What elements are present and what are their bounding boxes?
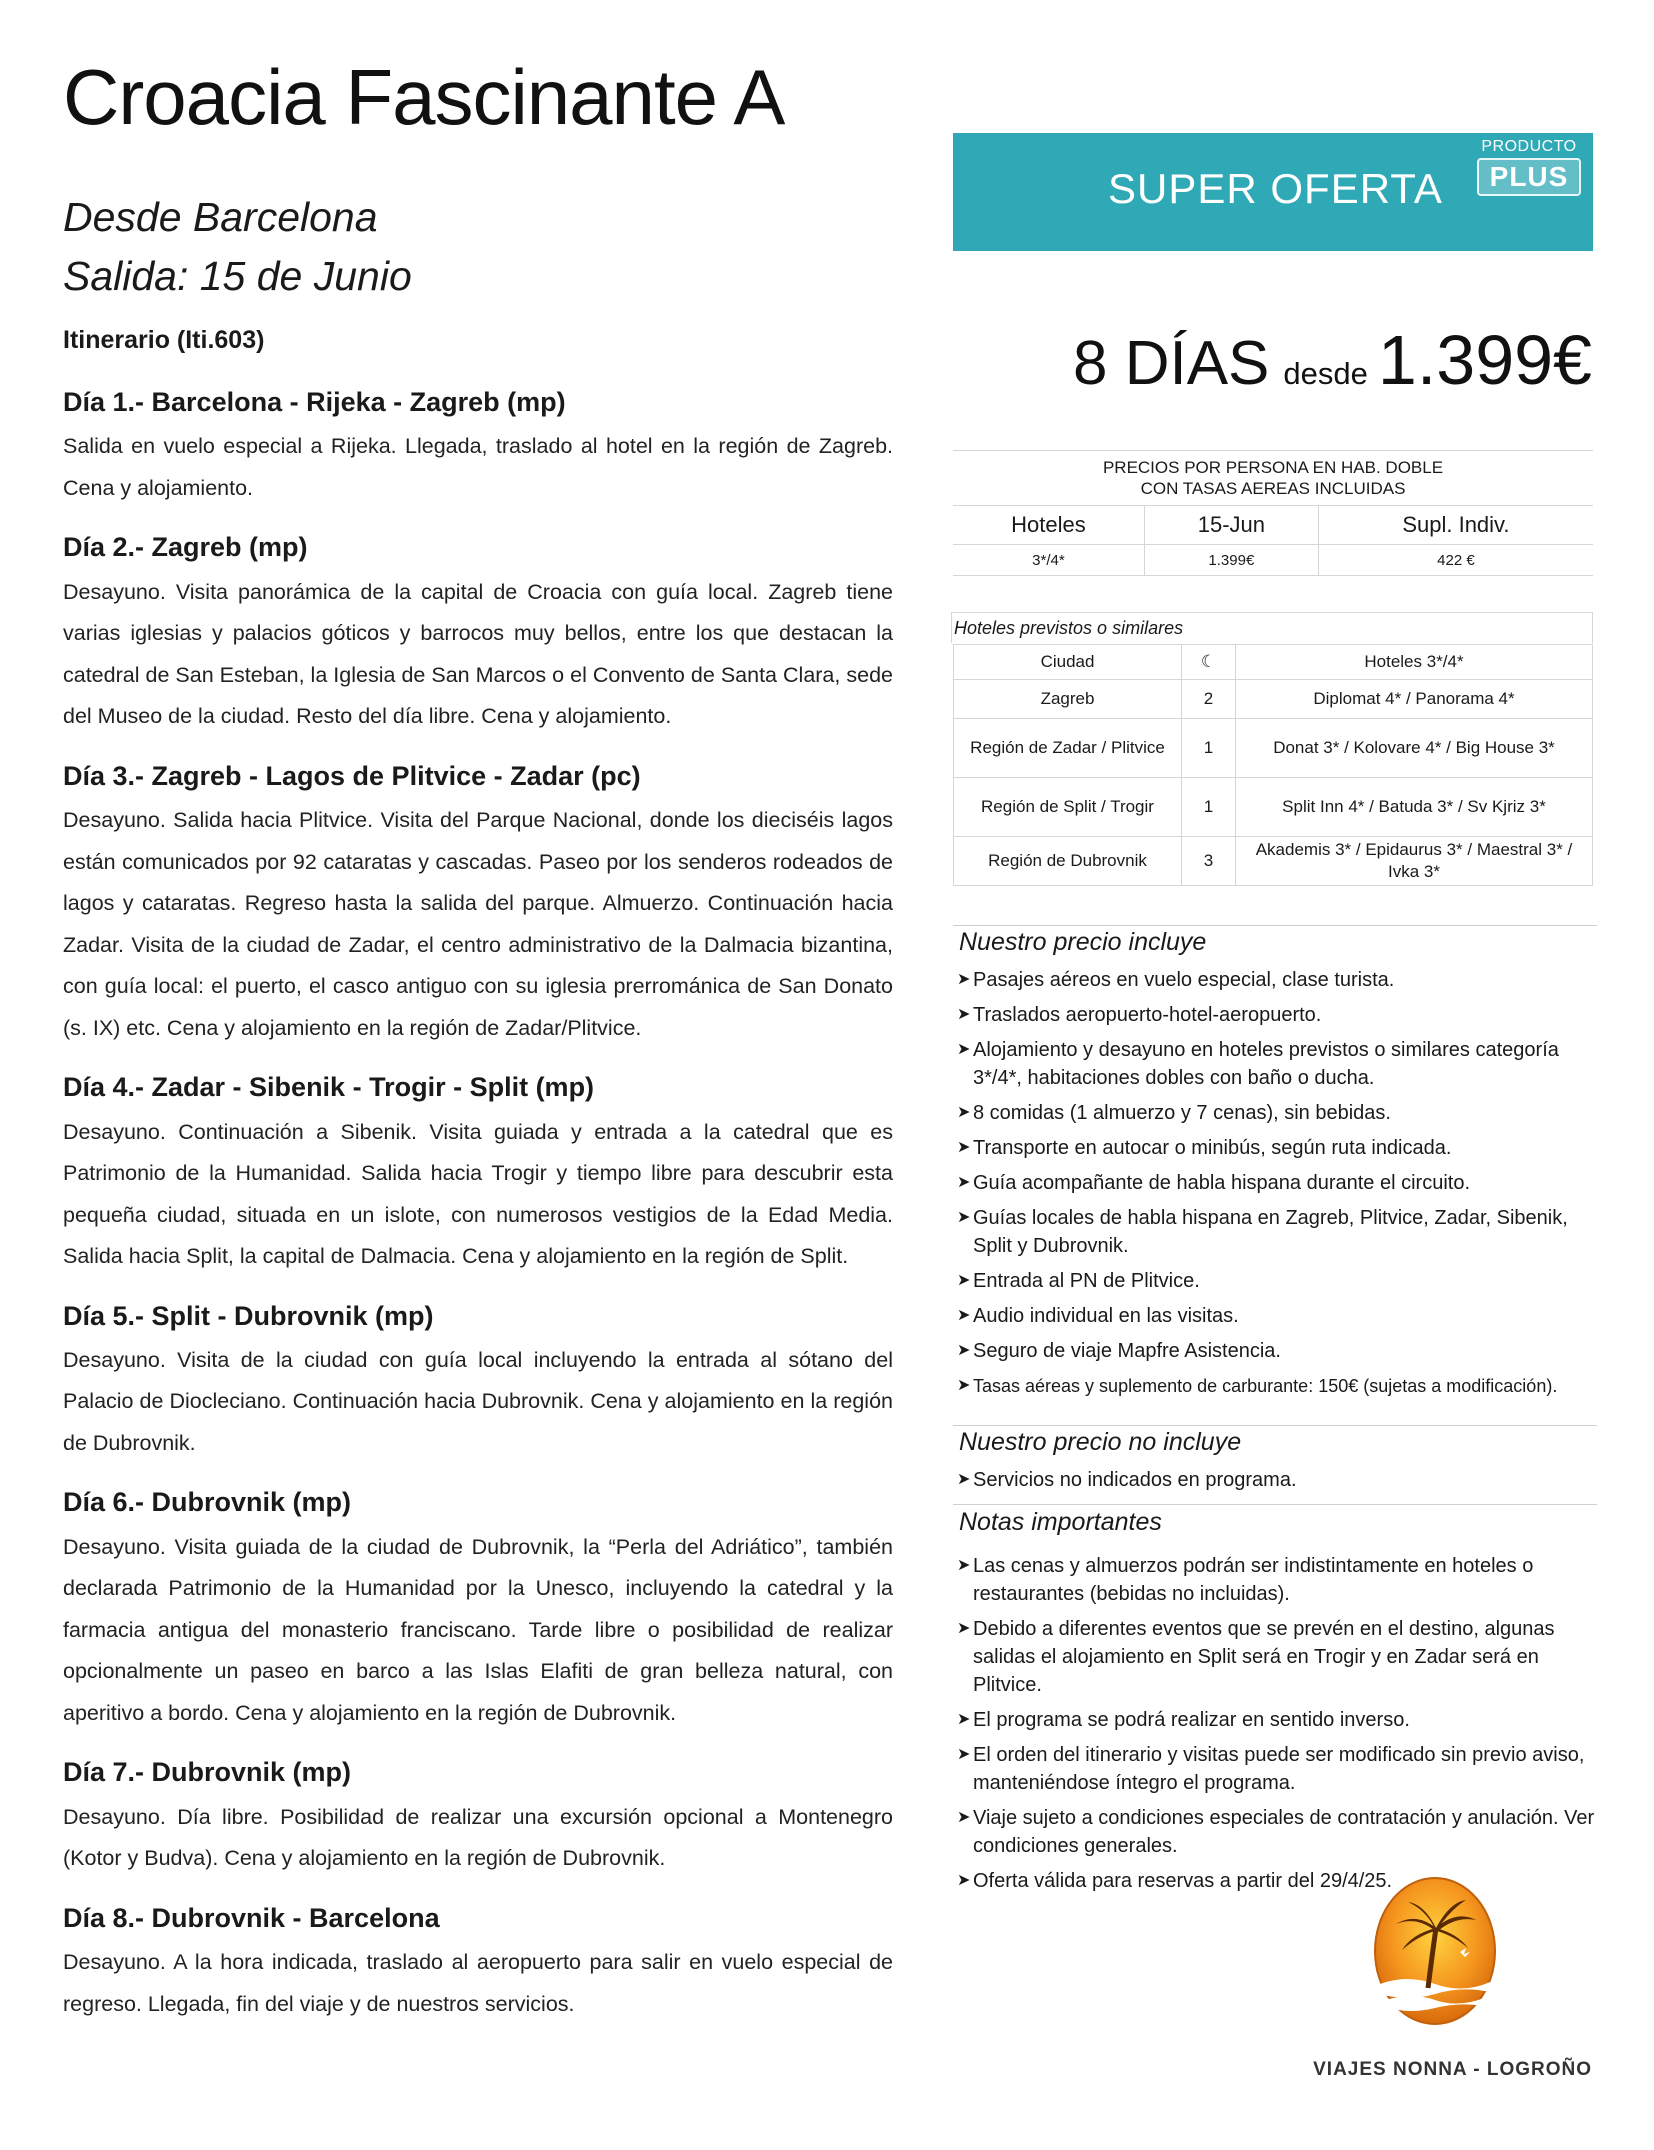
table-cell: 1.399€ [1144, 545, 1318, 576]
hotel-cell: Diplomat 4* / Panorama 4* [1236, 680, 1593, 719]
list-item: ➤ Las cenas y almuerzos podrán ser indistintamente en hoteles o restaurantes (bebidas no incluidas). [957, 1552, 1597, 1608]
agency-name: VIAJES NONNA - LOGROÑO [1313, 2059, 1592, 2080]
list-item: ➤ Viaje sujeto a condiciones especiales de contratación y anulación. Ver condiciones generales. [957, 1804, 1597, 1860]
price-note-line2: CON TASAS AEREAS INCLUIDAS [1140, 479, 1406, 498]
arrow-icon: ➤ [957, 1139, 971, 1156]
arrow-icon: ➤ [957, 1872, 971, 1889]
arrow-icon: ➤ [957, 1272, 971, 1289]
list-item: ➤ Seguro de viaje Mapfre Asistencia. [957, 1337, 1597, 1365]
producto-plus-badge [1473, 138, 1585, 196]
arrow-icon: ➤ [957, 1041, 971, 1058]
day-title: Día 1.- Barcelona - Rijeka - Zagreb (mp) [63, 387, 566, 417]
includes-heading: Nuestro precio incluye [959, 928, 1207, 956]
hotel-cell: Donat 3* / Kolovare 4* / Big House 3* [1236, 719, 1593, 778]
day-title: Día 3.- Zagreb - Lagos de Plitvice - Zadar (pc) [63, 760, 641, 791]
arrow-icon: ➤ [957, 1471, 971, 1488]
list-item: ➤ El orden del itinerario y visitas puede ser modificado sin previo aviso, manteniéndose íntegro el programa. [957, 1741, 1597, 1797]
day-title: Día 2.- Zagreb (mp) [63, 532, 308, 563]
arrow-icon: ➤ [957, 1377, 971, 1394]
duration-text: 8 DÍAS [1073, 329, 1270, 398]
divider [953, 925, 1597, 926]
city-cell: Región de Zadar / Plitvice [954, 719, 1182, 778]
list-item: ➤ Oferta válida para reservas a partir del 29/4/25. [957, 1867, 1597, 1895]
table-row [954, 837, 1593, 886]
table-cell: 422 € [1318, 545, 1593, 576]
arrow-icon: ➤ [957, 1809, 971, 1826]
arrow-icon: ➤ [957, 1307, 971, 1324]
day-title: Día 7.- Dubrovnik (mp) [63, 1757, 352, 1788]
origin-text: Desde Barcelona [63, 194, 378, 240]
badge-top-label: PRODUCTO [1481, 138, 1577, 155]
day-title: Día 8.- Dubrovnik - Barcelona [63, 1902, 440, 1933]
list-item: ➤ Traslados aeropuerto-hotel-aeropuerto. [957, 1001, 1597, 1029]
list-item: ➤ El programa se podrá realizar en sentido inverso. [957, 1706, 1597, 1734]
day-text: Salida en vuelo especial a Rijeka. Llegada, traslado al hotel en la región de Zagreb. Cena y alojamiento. [63, 434, 893, 500]
list-item: ➤ Debido a diferentes eventos que se prevén en el destino, algunas salidas el alojamiento en Split será en Trogir y en Zadar será en Plitvice. [957, 1615, 1597, 1699]
day-6 [63, 1486, 893, 1734]
day-title: Día 5.- Split - Dubrovnik (mp) [63, 1300, 434, 1331]
divider [953, 1425, 1597, 1426]
day-3 [63, 760, 893, 1049]
table-row [954, 719, 1593, 778]
day-8 [63, 1902, 893, 2025]
day-title: Día 6.- Dubrovnik (mp) [63, 1487, 352, 1518]
list-item: ➤ Alojamiento y desayuno en hoteles previstos o similares categoría 3*/4*, habitaciones dobles con baño o ducha. [957, 1036, 1597, 1092]
day-7 [63, 1756, 893, 1879]
column-header: 15-Jun [1144, 506, 1318, 545]
departure-text: Salida: 15 de Junio [63, 253, 412, 300]
nights-cell: 3 [1182, 837, 1236, 886]
list-item: ➤ 8 comidas (1 almuerzo y 7 cenas), sin bebidas. [957, 1099, 1597, 1127]
list-item: ➤ Transporte en autocar o minibús, según ruta indicada. [957, 1134, 1597, 1162]
table-row [954, 778, 1593, 837]
arrow-icon: ➤ [957, 1006, 971, 1023]
column-header: Ciudad [954, 645, 1182, 680]
nights-cell: 1 [1182, 778, 1236, 837]
day-text: Desayuno. Visita guiada de la ciudad de Dubrovnik, la “Perla del Adriático”, también declarada Patrimonio de la Humanidad por la Unesco, incluyendo la catedral y la farmacia antigua del monasterio franciscano. Tarde libre o posibilidad de realizar opcionalmente un paseo en barco a las Islas Elafiti de gran belleza natural, con aperitivo a bordo. Cena y alojamiento en la región de Dubrovnik. [63, 1534, 893, 1725]
column-header: Hoteles [953, 506, 1144, 545]
day-text: Desayuno. Visita panorámica de la capital de Croacia con guía local. Zagreb tiene varias iglesias y palacios góticos y barrocos muy bellos, entre los que destacan la catedral de San Esteban, la Iglesia de San Marcos o el Convento de Santa Clara, sede del Museo de la ciudad. Resto del día libre. Cena y alojamiento. [63, 579, 893, 729]
city-cell: Región de Split / Trogir [954, 778, 1182, 837]
table-row [954, 680, 1593, 719]
notes-heading: Notas importantes [959, 1508, 1162, 1536]
arrow-icon: ➤ [957, 1174, 971, 1191]
price-table [953, 450, 1593, 576]
day-text: Desayuno. Día libre. Posibilidad de realizar una excursión opcional a Montenegro (Kotor y Budva). Cena y alojamiento en la región de Dubrovnik. [63, 1804, 893, 1871]
day-title: Día 4.- Zadar - Sibenik - Trogir - Split (mp) [63, 1072, 595, 1103]
notes-list [957, 1552, 1597, 1902]
arrow-icon: ➤ [957, 1557, 971, 1574]
subtitle [63, 188, 412, 307]
arrow-icon: ➤ [957, 1209, 971, 1226]
list-item: ➤ Pasajes aéreos en vuelo especial, clase turista. [957, 966, 1597, 994]
arrow-icon: ➤ [957, 1620, 971, 1637]
hotels-caption: Hoteles previstos o similares [951, 612, 1593, 643]
day-1 [63, 386, 893, 509]
table-cell: 3*/4* [953, 545, 1144, 576]
day-text: Desayuno. Salida hacia Plitvice. Visita del Parque Nacional, donde los dieciséis lagos están comunicados por 92 cataratas y cascadas. Paseo por los senderos rodeados de lagos y cataratas. Regreso hasta la salida del parque. Almuerzo. Continuación hacia Zadar. Visita de la ciudad de Zadar, el centro administrativo de la Dalmacia bizantina, con guía local: el puerto, el casco antiguo con su iglesia prerrománica de San Donato (s. IX) etc. Cena y alojamiento en la región de Zadar/Plitvice. [63, 808, 893, 1040]
moon-icon: ☾ [1182, 645, 1236, 680]
itinerary-days [63, 386, 893, 2047]
city-cell: Zagreb [954, 680, 1182, 719]
price-note [953, 451, 1593, 506]
day-5 [63, 1300, 893, 1465]
arrow-icon: ➤ [957, 1711, 971, 1728]
list-item: ➤ Guía acompañante de habla hispana durante el circuito. [957, 1169, 1597, 1197]
day-2 [63, 531, 893, 737]
day-text: Desayuno. A la hora indicada, traslado al aeropuerto para salir en vuelo especial de regreso. Llegada, fin del viaje y de nuestros servicios. [63, 1950, 893, 2016]
hotels-table [953, 644, 1593, 886]
column-header: Hoteles 3*/4* [1236, 645, 1593, 680]
excludes-heading: Nuestro precio no incluye [959, 1428, 1242, 1456]
arrow-icon: ➤ [957, 1342, 971, 1359]
palm-sunset-icon [1372, 1876, 1498, 2026]
city-cell: Región de Dubrovnik [954, 837, 1182, 886]
nights-cell: 2 [1182, 680, 1236, 719]
banner-text: SUPER OFERTA [1108, 165, 1443, 212]
divider [953, 1504, 1597, 1505]
hotel-cell: Split Inn 4* / Batuda 3* / Sv Kjriz 3* [1236, 778, 1593, 837]
price-note-line1: PRECIOS POR PERSONA EN HAB. DOBLE [1102, 458, 1444, 477]
day-text: Desayuno. Visita de la ciudad con guía local incluyendo la entrada al sótano del Palacio de Diocleciano. Continuación hacia Dubrovnik. Cena y alojamiento en la región de Dubrovnik. [63, 1347, 893, 1455]
excludes-list [957, 1466, 1597, 1501]
list-item: ➤ Audio individual en las visitas. [957, 1302, 1597, 1330]
arrow-icon: ➤ [957, 971, 971, 988]
list-item: ➤ Servicios no indicados en programa. [957, 1466, 1597, 1494]
arrow-icon: ➤ [957, 1104, 971, 1121]
day-4 [63, 1071, 893, 1277]
list-item: ➤ Guías locales de habla hispana en Zagreb, Plitvice, Zadar, Sibenik, Split y Dubrovnik. [957, 1204, 1597, 1260]
nights-cell: 1 [1182, 719, 1236, 778]
price-headline [1073, 320, 1592, 400]
badge-plus-label: PLUS [1477, 158, 1581, 196]
includes-list [957, 966, 1597, 1407]
super-offer-banner [953, 133, 1593, 251]
column-header: Supl. Indiv. [1318, 506, 1593, 545]
arrow-icon: ➤ [957, 1746, 971, 1763]
list-item: ➤ Entrada al PN de Plitvice. [957, 1267, 1597, 1295]
page-title: Croacia Fascinante A [63, 53, 785, 141]
day-text: Desayuno. Continuación a Sibenik. Visita guiada y entrada a la catedral que es Patrimonio de la Humanidad. Salida hacia Trogir y tiempo libre para descubrir esta pequeña ciudad, situada en un islote, con numerosos vestigios de la Edad Media. Salida hacia Split, la capital de Dalmacia. Cena y alojamiento en la región de Split. [63, 1119, 893, 1269]
itinerary-heading: Itinerario (Iti.603) [63, 326, 265, 354]
desde-text: desde [1283, 356, 1368, 391]
hotel-cell: Akademis 3* / Epidaurus 3* / Maestral 3* / Ivka 3* [1236, 837, 1593, 886]
list-item: ➤ Tasas aéreas y suplemento de carburante: 150€ (sujetas a modificación). [957, 1372, 1597, 1400]
price-amount: 1.399€ [1377, 321, 1592, 399]
